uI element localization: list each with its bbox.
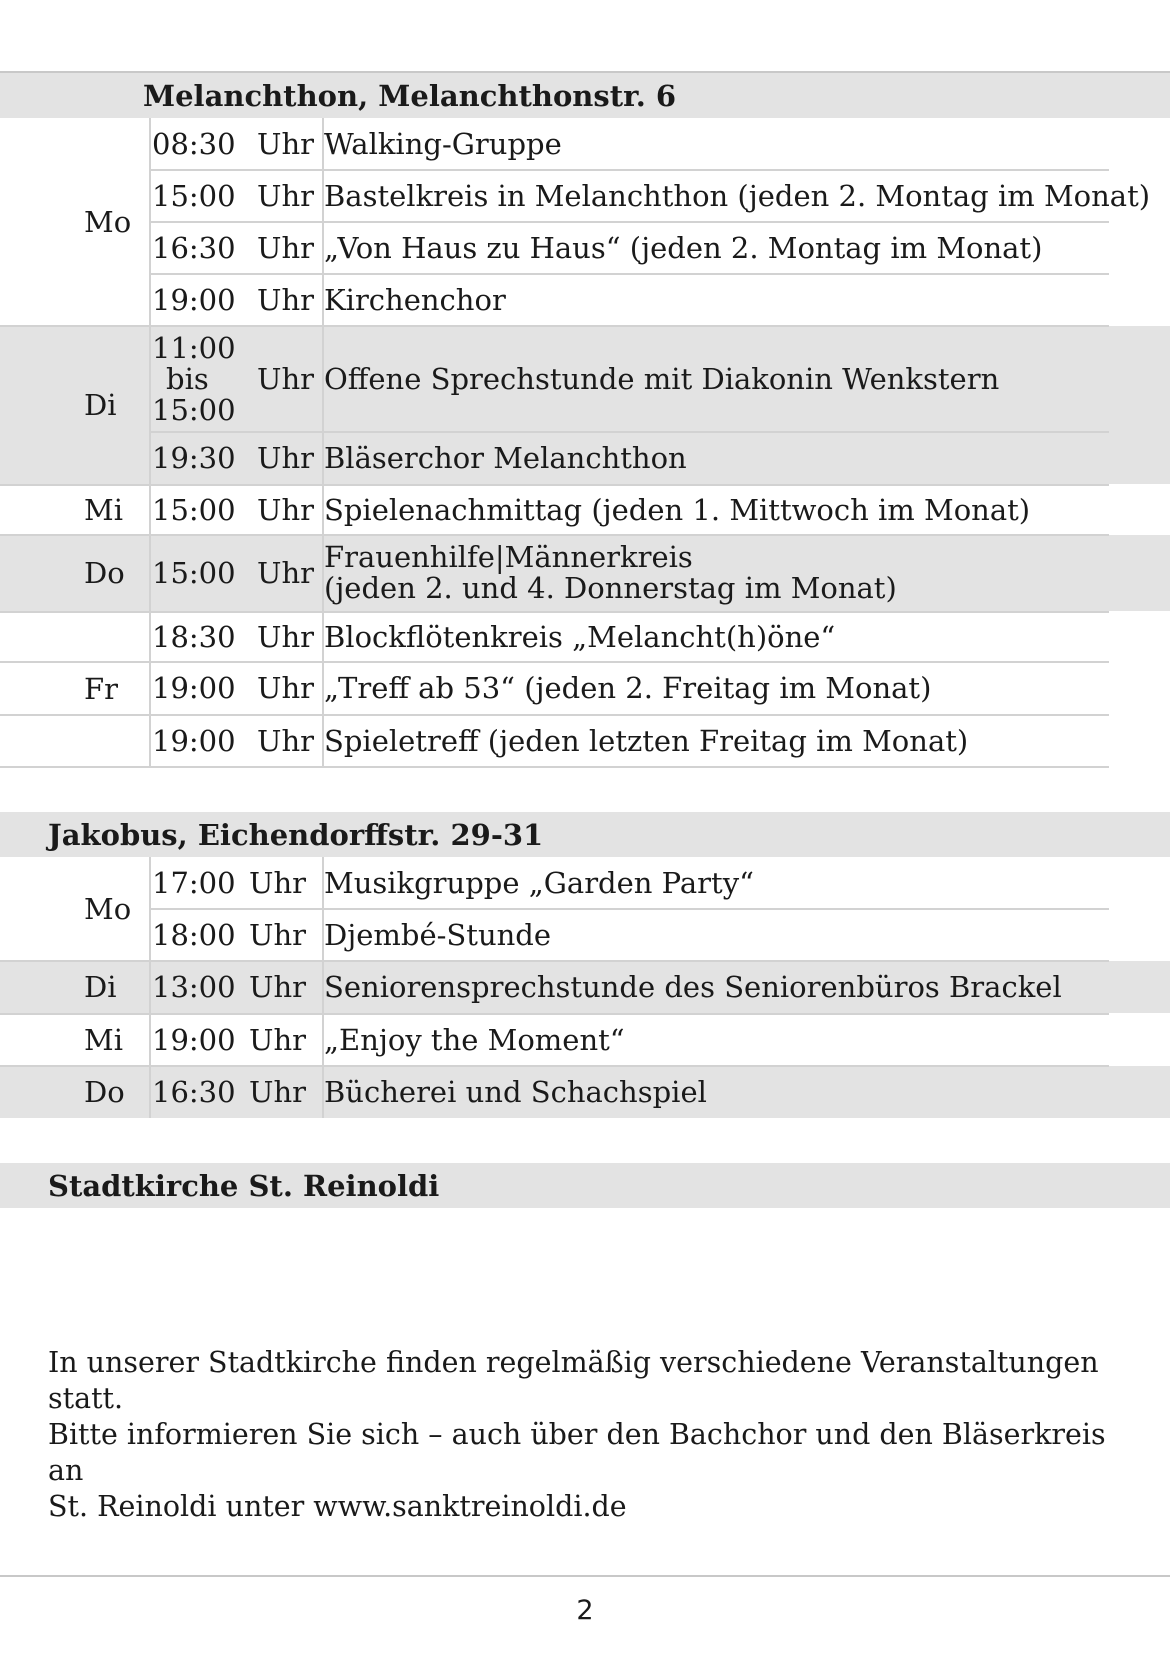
event-line: Frauenhilfe|Männerkreis	[324, 540, 693, 574]
schedule-row	[0, 909, 1170, 961]
schedule-row	[0, 170, 1170, 222]
time: 19:30	[152, 441, 236, 475]
time-unit: Uhr	[257, 724, 314, 758]
section-title: Jakobus, Eichendorffstr. 29-31	[48, 817, 544, 852]
time: 15:00	[152, 492, 236, 527]
time-unit: Uhr	[257, 441, 314, 475]
schedule-row	[0, 857, 1170, 909]
time-unit: Uhr	[257, 619, 314, 654]
event: Musikgruppe „Garden Party“	[324, 866, 754, 900]
section-title: Melanchthon, Melanchthonstr. 6	[143, 78, 677, 113]
time-unit: Uhr	[249, 918, 306, 952]
time-unit: Uhr	[257, 127, 314, 161]
time: 18:30	[152, 619, 236, 654]
time-unit: Uhr	[257, 179, 314, 213]
event: Walking-Gruppe	[324, 127, 562, 161]
schedule-row	[0, 961, 1170, 1013]
event: Kirchenchor	[324, 283, 506, 317]
day-label: Fr	[84, 671, 118, 706]
event: „Enjoy the Moment“	[324, 1023, 625, 1057]
day-label: Mi	[84, 1023, 123, 1057]
event: Bücherei und Schachspiel	[324, 1075, 707, 1109]
time: 17:00	[152, 866, 236, 900]
event: „Von Haus zu Haus“ (jeden 2. Montag im Monat)	[324, 231, 1043, 265]
time: 16:30	[152, 231, 236, 265]
day-label: Di	[84, 388, 117, 422]
time-unit: Uhr	[257, 671, 314, 705]
time-unit: Uhr	[257, 231, 314, 265]
time-bis: bis	[166, 361, 209, 396]
event: Seniorensprechstunde des Seniorenbüros Brackel	[324, 970, 1062, 1004]
time: 13:00	[152, 970, 236, 1004]
time: 19:00	[152, 724, 236, 758]
time-unit: Uhr	[249, 1023, 306, 1057]
event: Bläserchor Melanchthon	[324, 441, 687, 475]
page-number: 2	[576, 1595, 594, 1626]
time-unit: Uhr	[249, 970, 306, 1004]
time: 19:00	[152, 671, 236, 705]
day-label: Do	[84, 556, 125, 590]
schedule-row	[0, 1066, 1170, 1118]
event: Bastelkreis in Melanchthon (jeden 2. Montag im Monat)	[324, 179, 1151, 213]
time-unit: Uhr	[257, 556, 314, 590]
time: 16:30	[152, 1075, 236, 1109]
paragraph-line: In unserer Stadtkirche finden regelmäßig verschiedene Veranstaltungen statt.	[48, 1346, 1099, 1415]
paragraph-line: Bitte informieren Sie sich – auch über den Bachchor und den Bläserkreis an	[48, 1418, 1106, 1487]
event: Spielenachmittag (jeden 1. Mittwoch im Monat)	[324, 492, 1031, 527]
event-line: (jeden 2. und 4. Donnerstag im Monat)	[324, 571, 897, 605]
event: Spieletreff (jeden letzten Freitag im Monat)	[324, 724, 969, 758]
time: 15:00	[152, 179, 236, 213]
time-unit: Uhr	[257, 362, 314, 396]
day-label: Mi	[84, 492, 123, 527]
schedule-row	[0, 715, 1170, 767]
schedule-row	[0, 484, 1170, 535]
time-unit: Uhr	[249, 866, 306, 900]
schedule-row	[0, 274, 1170, 326]
time-end: 15:00	[152, 392, 236, 427]
time: 15:00	[152, 556, 236, 590]
time-unit: Uhr	[249, 1075, 306, 1109]
event-multiline	[324, 535, 897, 611]
time: 18:00	[152, 918, 236, 952]
schedule-row	[0, 1014, 1170, 1066]
time: 08:30	[152, 127, 236, 161]
event: „Treff ab 53“ (jeden 2. Freitag im Monat)	[324, 671, 932, 705]
event: Djembé-Stunde	[324, 918, 552, 952]
section-heading-stadtkirche	[0, 1163, 1170, 1208]
schedule-row	[0, 326, 1170, 432]
schedule-row	[0, 535, 1170, 611]
time-range	[152, 326, 236, 432]
time-start: 11:00	[152, 330, 236, 365]
schedule-row	[0, 611, 1170, 662]
time-unit: Uhr	[257, 492, 314, 527]
schedule-row	[0, 432, 1170, 484]
section-heading-melanchthon	[0, 73, 1170, 118]
section-heading-jakobus	[0, 812, 1170, 857]
footer-rule	[0, 1575, 1170, 1577]
paragraph-line: St. Reinoldi unter www.sanktreinoldi.de	[48, 1490, 627, 1523]
day-label: Do	[84, 1075, 125, 1109]
section-title: Stadtkirche St. Reinoldi	[48, 1168, 440, 1203]
schedule-row	[0, 222, 1170, 274]
day-label: Mo	[84, 205, 132, 239]
time-unit: Uhr	[257, 283, 314, 317]
schedule-row	[0, 118, 1170, 170]
time: 19:00	[152, 1023, 236, 1057]
event: Blockflötenkreis „Melancht(h)öne“	[324, 619, 836, 654]
event: Offene Sprechstunde mit Diakonin Wenkstern	[324, 362, 1000, 396]
info-paragraph	[48, 1345, 1138, 1525]
schedule-row	[0, 662, 1170, 714]
time: 19:00	[152, 283, 236, 317]
day-label: Di	[84, 970, 117, 1004]
day-label: Mo	[84, 892, 132, 926]
